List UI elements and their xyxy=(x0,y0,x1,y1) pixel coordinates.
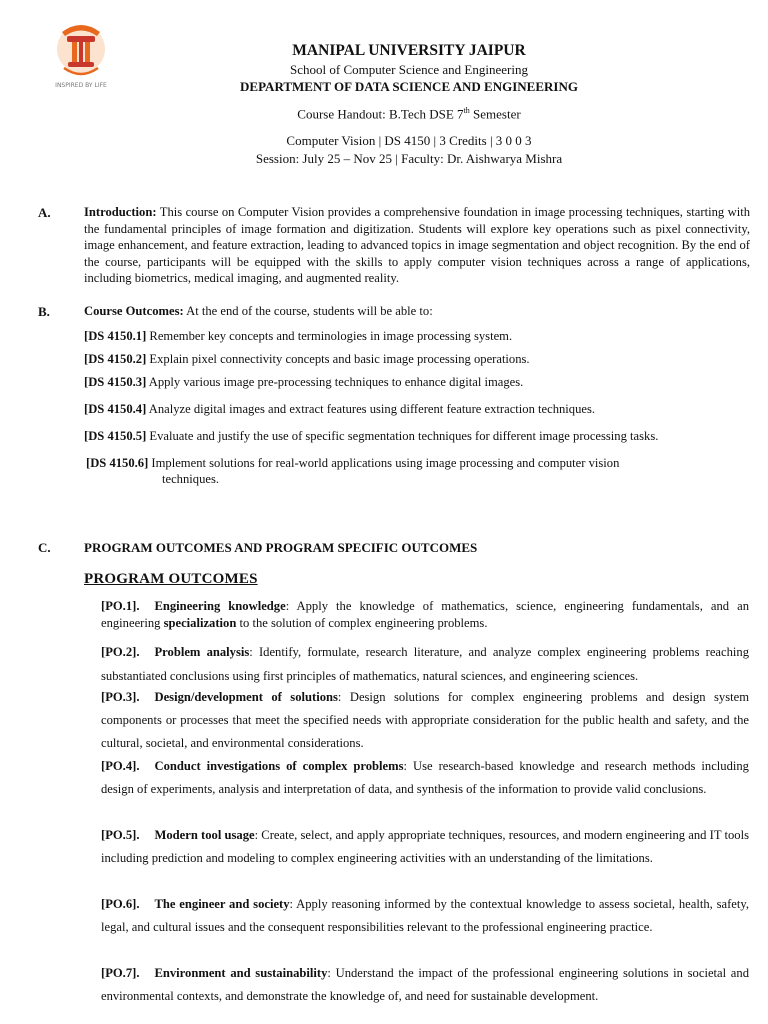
po-text: : Apply reasoning informed by the contextual knowledge to assess societal, health, safety, legal, and cultural issues and the consequent responsibilities relevant to the professional engineering practice. xyxy=(101,897,749,934)
course-outcome-item xyxy=(84,402,750,418)
program-outcome-item xyxy=(101,962,749,1008)
po-code: [PO.2]. xyxy=(101,645,140,659)
program-outcome-item xyxy=(101,824,749,870)
department-name: DEPARTMENT OF DATA SCIENCE AND ENGINEERING xyxy=(240,79,578,94)
po-code: [PO.7]. xyxy=(101,966,140,980)
po-name: The engineer and society xyxy=(154,897,290,911)
course-handout-text: Course Handout: B.Tech DSE 7 xyxy=(297,106,464,122)
co-text: Remember key concepts and terminologies in image processing system. xyxy=(146,329,513,343)
course-outcomes-text: At the end of the course, students will be able to: xyxy=(183,304,433,318)
po-code: [PO.4]. xyxy=(101,759,140,773)
university-name: MANIPAL UNIVERSITY JAIPUR xyxy=(292,42,526,59)
co-text: Explain pixel connectivity concepts and basic image processing operations. xyxy=(146,352,530,366)
course-outcomes-intro xyxy=(84,303,750,320)
course-outcome-item xyxy=(84,429,750,445)
course-outcomes-label: Course Outcomes: xyxy=(84,304,184,318)
po-emphasis: specialization xyxy=(163,615,237,630)
session-info: Session: July 25 – Nov 25 | Faculty: Dr. Aishwarya Mishra xyxy=(255,151,563,166)
po-text: : Understand the impact of the professional engineering solutions in societal and environmental contexts, and demonstrate the knowledge of, and need for sustainable development. xyxy=(101,966,749,1003)
co-code: [DS 4150.1] xyxy=(84,329,147,343)
program-outcome-item xyxy=(101,893,749,939)
co-text-continued: techniques. xyxy=(162,471,220,486)
po-code: [PO.3]. xyxy=(101,690,140,704)
po-text: : Identify, formulate, research literature, and analyze complex engineering problems reaching substantiated conclusions using first principles of mathematics, natural sciences, and engineering sciences. xyxy=(101,645,750,683)
section-b-letter: B. xyxy=(38,304,50,319)
course-outcome-item xyxy=(86,456,752,487)
school-name: School of Computer Science and Engineering xyxy=(290,62,528,77)
po-code: [PO.5]. xyxy=(101,828,140,842)
program-outcome-item xyxy=(101,598,749,631)
program-outcome-item xyxy=(101,640,749,688)
po-text-end: to the solution of complex engineering problems. xyxy=(236,615,488,630)
course-outcome-item xyxy=(84,375,750,391)
po-text: : Use research-based knowledge and research methods including design of experiments, analysis and interpretation of data, and synthesis of the information to provide valid conclusions. xyxy=(101,759,749,796)
course-meta: Computer Vision | DS 4150 | 3 Credits | 3 0 0 3 xyxy=(286,133,532,148)
section-c-title: PROGRAM OUTCOMES AND PROGRAM SPECIFIC OUTCOMES xyxy=(84,540,478,555)
introduction-text: This course on Computer Vision provides a comprehensive foundation in image processing techniques, starting with the fundamental principles of image formation and digitization. Students will explore key operations such as pixel connectivity, image enhancement, and feature extraction, leading to advanced topics in image segmentation and object recognition. By the end of the course, participants will be equipped with the skills to apply computer vision techniques across a range of applications, including biometrics, medical imaging, and augmented reality. xyxy=(84,205,750,285)
course-handout-line xyxy=(0,106,768,122)
course-handout-sup: th xyxy=(463,106,470,115)
program-outcome-item xyxy=(101,755,749,801)
introduction-label: Introduction: xyxy=(84,205,157,219)
po-name: Conduct investigations of complex problems xyxy=(154,759,404,773)
co-text: Apply various image pre-processing techniques to enhance digital images. xyxy=(146,375,524,389)
po-name: Engineering knowledge xyxy=(154,599,286,613)
po-name: Modern tool usage xyxy=(154,828,255,842)
co-code: [DS 4150.4] xyxy=(84,402,147,416)
po-code: [PO.1]. xyxy=(101,599,140,613)
section-c-letter: C. xyxy=(38,540,51,555)
po-name: Problem analysis xyxy=(154,645,250,659)
co-code: [DS 4150.2] xyxy=(84,352,147,366)
program-outcomes-heading: PROGRAM OUTCOMES xyxy=(84,571,258,587)
co-code: [DS 4150.5] xyxy=(84,429,147,443)
co-code: [DS 4150.3] xyxy=(84,375,147,389)
po-name: Environment and sustainability xyxy=(154,966,328,980)
po-text: : Apply the knowledge of mathematics, science, engineering fundamentals, and an engineering xyxy=(101,599,749,630)
co-text: Implement solutions for real-world applications using image processing and computer vision xyxy=(148,456,620,470)
po-text: : Design solutions for complex engineering problems and design system components or processes that meet the specified needs with appropriate consideration for the public health and safety, and the cultural, societal, and environmental considerations. xyxy=(101,690,749,750)
po-name: Design/development of solutions xyxy=(154,690,338,704)
logo-motto: INSPIRED BY LIFE xyxy=(55,82,107,89)
program-outcome-item xyxy=(101,686,749,755)
course-outcome-item xyxy=(84,329,750,345)
course-handout-suffix: Semester xyxy=(469,106,521,122)
po-text: : Create, select, and apply appropriate techniques, resources, and modern engineering and IT tools including prediction and modeling to complex engineering activities with an understanding of the limitations. xyxy=(101,828,749,865)
co-code: [DS 4150.6] xyxy=(86,456,149,470)
co-text: Analyze digital images and extract features using different feature extraction techniques. xyxy=(146,402,596,416)
po-code: [PO.6]. xyxy=(101,897,140,911)
introduction-paragraph xyxy=(84,204,750,287)
section-a-letter: A. xyxy=(38,205,51,220)
co-text: Evaluate and justify the use of specific segmentation techniques for different image processing tasks. xyxy=(146,429,659,443)
course-outcome-item xyxy=(84,352,750,368)
